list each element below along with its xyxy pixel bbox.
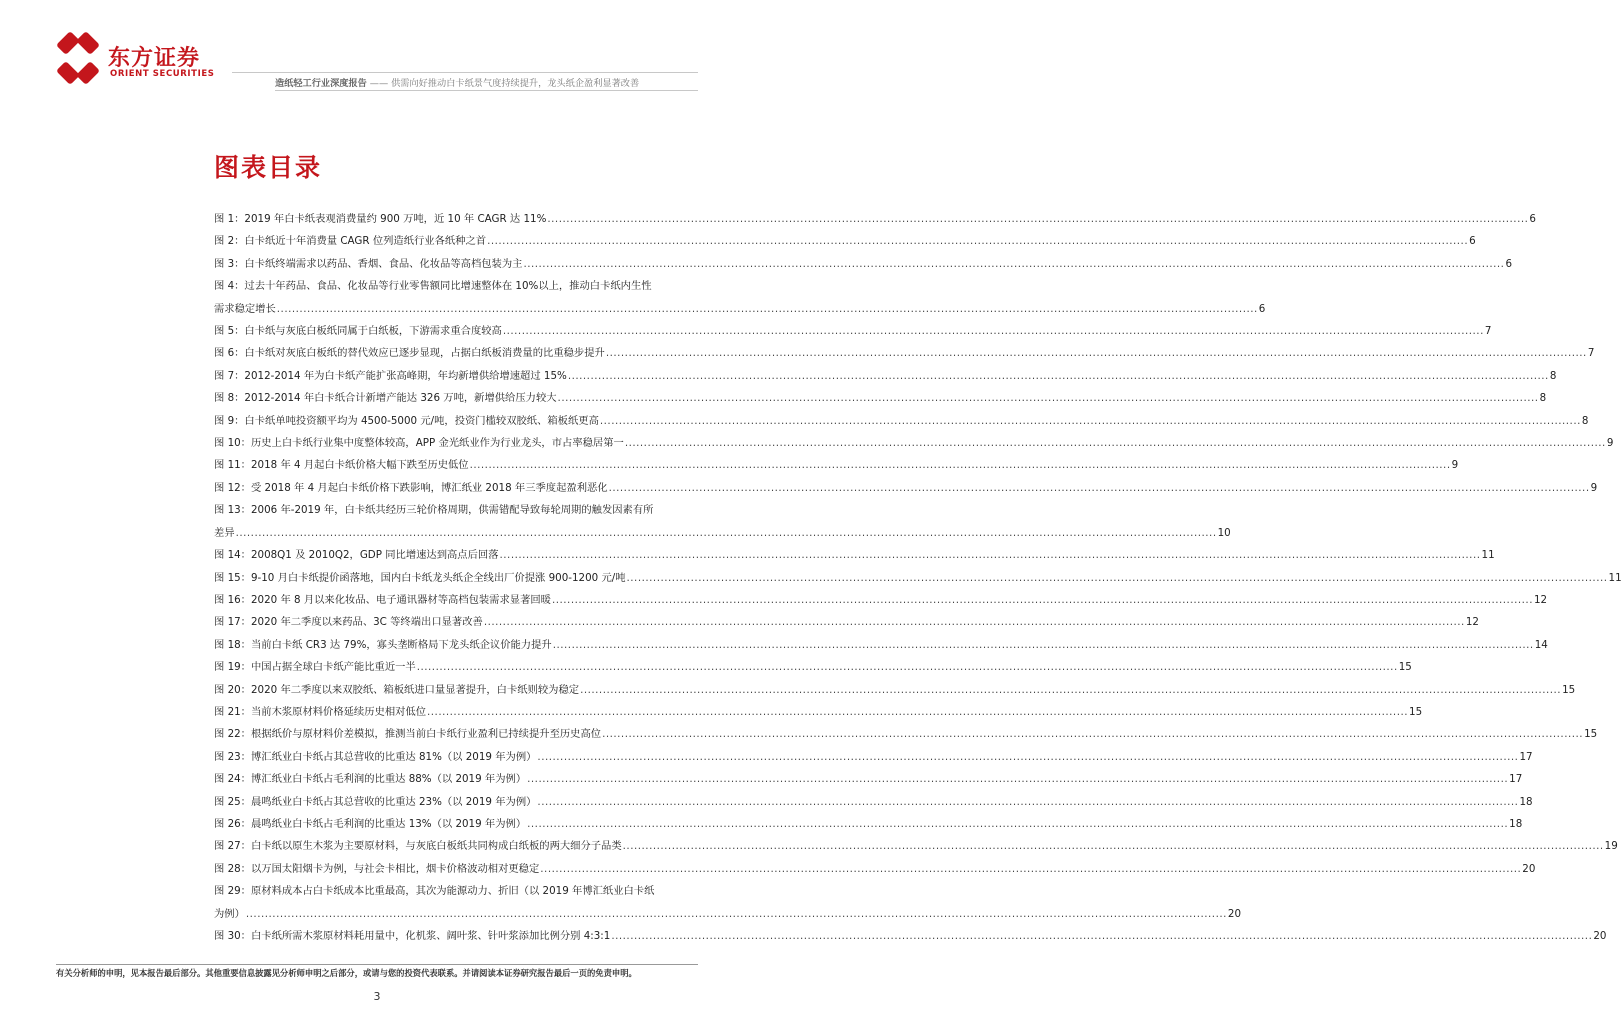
toc-leader-dots: ....................................................................................................................................................................................................................................................................	[487, 235, 1469, 248]
toc-entry-page: 14	[1534, 638, 1548, 651]
toc-entry[interactable]	[214, 634, 1548, 656]
toc-entry[interactable]	[214, 679, 1576, 701]
toc-entry[interactable]	[214, 320, 1492, 342]
toc-leader-dots: ....................................................................................................................................................................................................................................................................	[469, 459, 1451, 472]
toc-entry-page: 11	[1608, 571, 1622, 584]
toc-leader-dots: ....................................................................................................................................................................................................................................................................	[626, 571, 1608, 584]
toc-entry-label: 图 30：白卡纸所需木浆原材料耗用量中，化机浆、阔叶浆、针叶浆添加比例分别 4:3:1	[214, 930, 611, 942]
toc-entry-label: 图 16：2020 年 8 月以来化妆品、电子通讯器材等高档包装需求显著回暖	[214, 593, 551, 606]
toc-entry-row	[214, 342, 1595, 364]
toc-entry-row	[214, 679, 1576, 701]
toc-entry-row	[214, 746, 1533, 768]
toc-entry-row	[214, 365, 1557, 387]
toc-entry-label: 图 28：以万国太阳烟卡为例，与社会卡相比，烟卡价格波动相对更稳定	[214, 862, 540, 875]
company-logo	[56, 36, 216, 88]
toc-entry-label: 图 20：2020 年二季度以来双胶纸、箱板纸进口量显著提升，白卡纸则较为稳定	[214, 683, 580, 696]
toc-entry-row	[214, 723, 1598, 745]
toc-entry-label: 图 23：博汇纸业白卡纸占其总营收的比重达 81%（以 2019 年为例）	[214, 750, 537, 763]
toc-entry-row	[214, 544, 1495, 566]
footer-divider	[56, 964, 698, 965]
logo-chinese-name: 东方证券	[108, 46, 201, 71]
toc-leader-dots: ....................................................................................................................................................................................................................................................................	[580, 683, 1562, 696]
toc-entry[interactable]	[214, 589, 1548, 611]
toc-entry-row	[214, 387, 1547, 409]
toc-entry-label: 图 29：原材料成本占白卡纸成本比重最高，其次为能源动力、折旧（以 2019 年博汇纸业白卡纸	[214, 885, 655, 898]
toc-entry-row	[214, 298, 1266, 320]
toc-entry-label: 图 26：晨鸣纸业白卡纸占毛利润的比重达 13%（以 2019 年为例）	[214, 817, 527, 830]
toc-leader-dots: ....................................................................................................................................................................................................................................................................	[622, 840, 1604, 853]
toc-entry-page: 15	[1398, 661, 1412, 674]
toc-entry-page: 6	[1505, 257, 1513, 270]
toc-entry[interactable]	[214, 813, 1523, 835]
toc-leader-dots: ....................................................................................................................................................................................................................................................................	[551, 593, 1533, 606]
header-divider-bottom	[275, 90, 698, 91]
toc-entry[interactable]	[214, 230, 1476, 252]
toc-entry[interactable]	[214, 880, 1242, 925]
toc-entry-row	[214, 208, 1536, 230]
toc-entry[interactable]	[214, 567, 1622, 589]
toc-entry-page: 11	[1481, 549, 1495, 562]
toc-entry-row	[214, 253, 1513, 275]
toc-leader-dots: ....................................................................................................................................................................................................................................................................	[483, 616, 1465, 629]
toc-entry-page: 8	[1549, 369, 1557, 382]
toc-leader-dots: ....................................................................................................................................................................................................................................................................	[245, 907, 1227, 920]
toc-entry[interactable]	[214, 858, 1536, 880]
toc-entry-page: 15	[1584, 728, 1598, 741]
logo-english-name: ORIENT SECURITIES	[110, 69, 215, 79]
toc-entry-row	[214, 589, 1548, 611]
toc-entry-page: 20	[1227, 907, 1242, 920]
toc-leader-dots: ....................................................................................................................................................................................................................................................................	[540, 862, 1522, 875]
toc-leader-dots: ....................................................................................................................................................................................................................................................................	[523, 257, 1505, 270]
toc-entry-label: 图 2：白卡纸近十年消费量 CAGR 位列造纸行业各纸种之首	[214, 235, 487, 248]
toc-leader-dots: ....................................................................................................................................................................................................................................................................	[527, 817, 1509, 830]
toc-entry-label: 图 9：白卡纸单吨投资额平均为 4500-5000 元/吨，投资门槛较双胶纸、箱板纸更高	[214, 414, 599, 427]
toc-entry-page: 6	[1258, 302, 1266, 315]
report-subtitle: —— 供需向好推动白卡纸景气度持续提升，龙头纸企盈利显著改善	[366, 78, 640, 89]
toc-entry[interactable]	[214, 746, 1533, 768]
toc-leader-dots: ....................................................................................................................................................................................................................................................................	[552, 638, 1534, 651]
toc-leader-dots: ....................................................................................................................................................................................................................................................................	[567, 369, 1549, 382]
toc-entry-page: 7	[1587, 347, 1595, 360]
toc-entry-row	[214, 858, 1536, 880]
toc-entry-row	[214, 454, 1459, 476]
toc-entry-label: 图 4：过去十年药品、食品、化妆品等行业零售额同比增速整体在 10%以上，推动白卡纸内生性	[214, 280, 652, 293]
footer-disclaimer: 有关分析师的申明，见本报告最后部分。其他重要信息披露见分析师申明之后部分，或请与您的投资代表联系。并请阅读本证券研究报告最后一页的免责申明。	[56, 968, 637, 978]
table-of-figures	[214, 208, 1622, 947]
toc-entry[interactable]	[214, 701, 1423, 723]
toc-entry-label: 图 13：2006 年-2019 年，白卡纸共经历三轮价格周期，供需错配导致每轮周期的触发因素有所	[214, 504, 654, 517]
toc-entry-label: 图 21：当前木浆原材料价格延续历史相对低位	[214, 705, 427, 718]
toc-entry-page: 8	[1581, 414, 1589, 427]
toc-entry-row	[214, 634, 1548, 656]
toc-entry[interactable]	[214, 208, 1536, 230]
toc-leader-dots: ....................................................................................................................................................................................................................................................................	[599, 414, 1581, 427]
toc-entry-page: 20	[1522, 862, 1536, 875]
toc-title: 图表目录	[214, 153, 323, 182]
toc-entry-page: 15	[1562, 683, 1576, 696]
toc-entry-page: 20	[1593, 930, 1607, 942]
toc-entry-label: 图 6：白卡纸对灰底白板纸的替代效应已逐步显现，占据白纸板消费量的比重稳步提升	[214, 347, 605, 360]
toc-entry-label: 差异	[214, 526, 235, 539]
toc-entry-label: 图 18：当前白卡纸 CR3 达 79%，寡头垄断格局下龙头纸企议价能力提升	[214, 638, 552, 651]
toc-entry-row	[214, 768, 1523, 790]
toc-leader-dots: ....................................................................................................................................................................................................................................................................	[235, 526, 1217, 539]
report-type: 造纸轻工行业深度报告	[275, 78, 367, 89]
toc-entry-page: 6	[1529, 213, 1536, 225]
toc-entry-row	[214, 813, 1523, 835]
toc-leader-dots: ....................................................................................................................................................................................................................................................................	[499, 549, 1481, 562]
toc-entry[interactable]	[214, 410, 1589, 432]
toc-leader-dots: ....................................................................................................................................................................................................................................................................	[416, 661, 1398, 674]
toc-entry-label: 图 5：白卡纸与灰底白板纸同属于白纸板，下游需求重合度较高	[214, 325, 502, 338]
toc-entry-page: 9	[1451, 459, 1459, 472]
toc-entry[interactable]	[214, 611, 1479, 633]
toc-entry-label: 图 3：白卡纸终端需求以药品、香烟、食品、化妆品等高档包装为主	[214, 257, 523, 270]
toc-leader-dots: ....................................................................................................................................................................................................................................................................	[427, 705, 1409, 718]
toc-leader-dots: ....................................................................................................................................................................................................................................................................	[276, 302, 1258, 315]
toc-entry-label: 图 11：2018 年 4 月起白卡纸价格大幅下跌至历史低位	[214, 459, 469, 472]
toc-entry-label: 图 25：晨鸣纸业白卡纸占其总营收的比重达 23%（以 2019 年为例）	[214, 795, 537, 808]
toc-entry-page: 9	[1590, 481, 1598, 494]
toc-entry[interactable]	[214, 432, 1614, 454]
toc-leader-dots: ....................................................................................................................................................................................................................................................................	[537, 795, 1519, 808]
toc-entry-page: 12	[1465, 616, 1479, 629]
toc-entry[interactable]	[214, 656, 1412, 678]
toc-entry[interactable]	[214, 365, 1557, 387]
toc-entry[interactable]	[214, 791, 1533, 813]
toc-entry-label: 图 12：受 2018 年 4 月起白卡纸价格下跌影响，博汇纸业 2018 年三季度起盈利恶化	[214, 481, 608, 494]
toc-leader-dots: ....................................................................................................................................................................................................................................................................	[557, 392, 1539, 405]
toc-entry-label: 图 15：9-10 月白卡纸提价函落地，国内白卡纸龙头纸企全线出厂价提涨 900-1200 元/吨	[214, 571, 626, 584]
toc-entry-row	[214, 701, 1423, 723]
toc-entry-row	[214, 410, 1589, 432]
toc-leader-dots: ....................................................................................................................................................................................................................................................................	[608, 481, 1590, 494]
toc-entry-page: 18	[1519, 795, 1533, 808]
page-number: 3	[373, 990, 381, 1003]
toc-entry-row	[214, 432, 1614, 454]
toc-entry[interactable]	[214, 835, 1618, 857]
header-divider	[232, 72, 698, 73]
toc-entry-page: 10	[1217, 526, 1231, 539]
toc-entry-row	[214, 925, 1607, 947]
orient-securities-logo-icon	[56, 36, 100, 80]
toc-entry-label: 图 24：博汇纸业白卡纸占毛利润的比重达 88%（以 2019 年为例）	[214, 773, 527, 786]
toc-entry-label: 图 8：2012-2014 年白卡纸合计新增产能达 326 万吨，新增供给压力较大	[214, 392, 557, 405]
toc-entry[interactable]	[214, 925, 1607, 947]
toc-leader-dots: ....................................................................................................................................................................................................................................................................	[624, 437, 1606, 450]
toc-entry[interactable]	[214, 544, 1495, 566]
toc-entry[interactable]	[214, 723, 1598, 745]
toc-leader-dots: ....................................................................................................................................................................................................................................................................	[547, 213, 1529, 225]
toc-entry-row	[214, 567, 1622, 589]
toc-entry[interactable]	[214, 454, 1459, 476]
toc-entry-label: 为例）	[214, 907, 245, 920]
toc-entry-page: 7	[1484, 325, 1492, 338]
toc-entry-row	[214, 656, 1412, 678]
toc-entry-row	[214, 835, 1618, 857]
toc-entry-label: 图 19：中国占据全球白卡纸产能比重近一半	[214, 661, 416, 674]
toc-entry-page: 15	[1409, 705, 1423, 718]
toc-entry-page: 17	[1519, 750, 1533, 763]
toc-entry-label: 图 1：2019 年白卡纸表观消费量约 900 万吨，近 10 年 CAGR 达 11%	[214, 213, 547, 225]
toc-entry-page: 6	[1469, 235, 1476, 248]
toc-entry-page: 9	[1606, 437, 1614, 450]
toc-entry[interactable]	[214, 253, 1513, 275]
toc-entry-label: 图 27：白卡纸以原生木浆为主要原材料，与灰底白板纸共同构成白纸板的两大细分子品类	[214, 840, 622, 853]
toc-leader-dots: ....................................................................................................................................................................................................................................................................	[611, 930, 1593, 942]
toc-entry-row	[214, 230, 1476, 252]
report-header	[275, 75, 639, 89]
toc-entry-row	[214, 477, 1598, 499]
toc-entry[interactable]	[214, 387, 1547, 409]
toc-entry-label: 图 17：2020 年二季度以来药品、3C 等终端出口显著改善	[214, 616, 483, 629]
toc-entry-row	[214, 791, 1533, 813]
toc-entry[interactable]	[214, 342, 1595, 364]
toc-entry[interactable]	[214, 275, 1266, 320]
toc-entry[interactable]	[214, 768, 1523, 790]
toc-entry-page: 12	[1533, 593, 1548, 606]
toc-leader-dots: ....................................................................................................................................................................................................................................................................	[502, 325, 1484, 338]
toc-leader-dots: ....................................................................................................................................................................................................................................................................	[527, 773, 1509, 786]
toc-entry-row	[214, 522, 1231, 544]
toc-entry-label: 图 14：2008Q1 及 2010Q2，GDP 同比增速达到高点后回落	[214, 549, 499, 562]
toc-entry-row	[214, 903, 1242, 925]
toc-entry-label: 图 7：2012-2014 年为白卡纸产能扩张高峰期，年均新增供给增速超过 15%	[214, 369, 567, 382]
toc-entry-page: 18	[1509, 817, 1523, 830]
toc-entry-row	[214, 320, 1492, 342]
toc-leader-dots: ....................................................................................................................................................................................................................................................................	[605, 347, 1587, 360]
toc-entry-label: 需求稳定增长	[214, 302, 276, 315]
toc-entry-label: 图 22：根据纸价与原材料价差模拟，推测当前白卡纸行业盈利已持续提升至历史高位	[214, 728, 602, 741]
toc-entry-row	[214, 611, 1479, 633]
toc-entry-label: 图 10：历史上白卡纸行业集中度整体较高，APP 金光纸业作为行业龙头，市占率稳居第一	[214, 437, 624, 450]
toc-leader-dots: ....................................................................................................................................................................................................................................................................	[602, 728, 1584, 741]
toc-leader-dots: ....................................................................................................................................................................................................................................................................	[537, 750, 1519, 763]
toc-entry-page: 19	[1604, 840, 1618, 853]
toc-entry-page: 17	[1509, 773, 1523, 786]
toc-entry[interactable]	[214, 477, 1598, 499]
toc-entry-page: 8	[1539, 392, 1547, 405]
toc-entry[interactable]	[214, 499, 1231, 544]
